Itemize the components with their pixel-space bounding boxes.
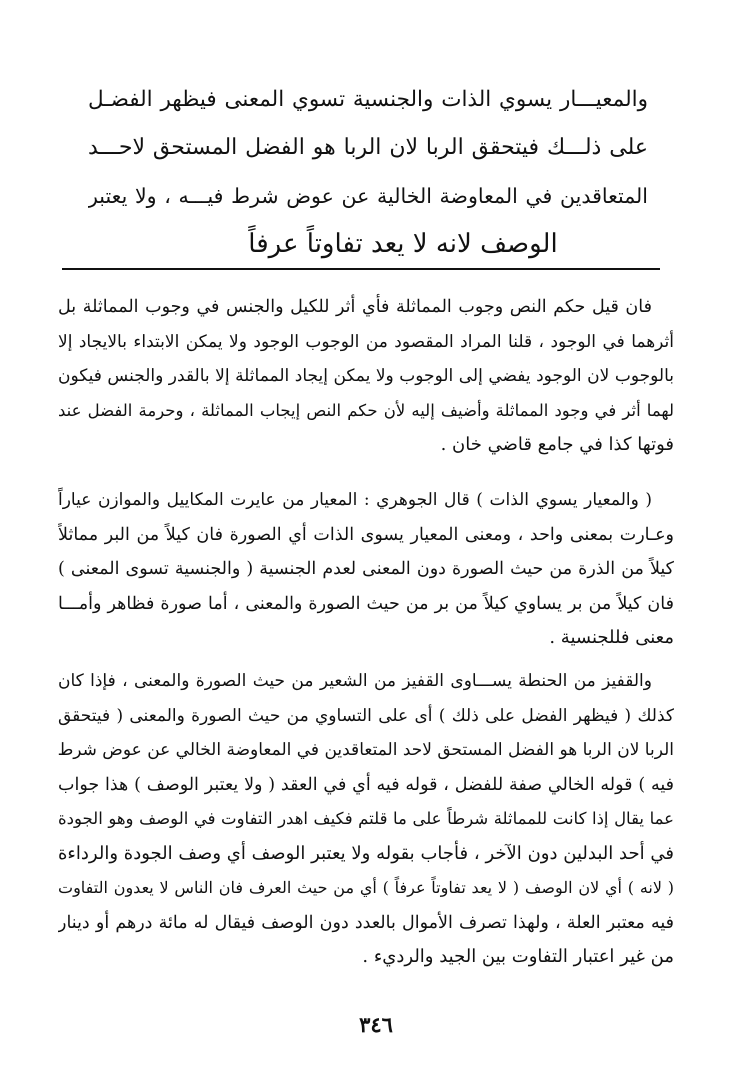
main-text-line: على ذلـــك فيتحقق الربا لان الربا هو الفضل المستحق لاحـــد <box>88 135 648 160</box>
commentary-line: لهما أثر في وجود المماثلة وأضيف إليه لأن حكم النص إيجاب المماثلة ، وحرمة الفضل عند <box>58 400 674 420</box>
commentary-line: ( والمعيار يسوي الذات ) قال الجوهري : المعيار من عايرت المكاييل والموازن عياراً <box>58 490 652 510</box>
commentary-line: كيلاً من الذرة من حيث الصورة دون المعنى لعدم الجنسية ( والجنسية تسوى المعنى ) <box>58 559 674 579</box>
main-text-line: الوصف لانه لا يعد تفاوتاً عرفاً <box>248 229 558 259</box>
main-text-line: والمعيـــار يسوي الذات والجنسية تسوي المعنى فيظهر الفضـل <box>88 87 648 112</box>
commentary-paragraph <box>58 290 674 463</box>
commentary-line: في أحد البدلين دون الآخر ، فأجاب بقوله ولا يعتبر الوصف أي وصف الجودة والرداءة <box>58 842 674 864</box>
commentary-line: فوتها كذا في جامع قاضي خان . <box>440 434 674 455</box>
commentary-line: عما يقال إذا كانت للمماثلة شرطاً على ما قلتم فكيف اهدر التفاوت في الوصف وهو الجودة <box>58 809 674 828</box>
commentary-paragraph <box>58 664 674 975</box>
commentary-line: من غير اعتبار التفاوت بين الجيد والرديء . <box>362 946 674 967</box>
commentary-paragraph <box>58 483 674 656</box>
commentary-line: فيه ) قوله الخالي صفة للفضل ، قوله فيه أي في العقد ( ولا يعتبر الوصف ) هذا جواب <box>58 774 674 795</box>
commentary-line: فيه معتبر العلة ، ولهذا تصرف الأموال بالعدد دون الوصف فيقال له مائة درهم أو دينار <box>58 912 674 933</box>
commentary-line: الربا لان الربا هو الفضل المستحق لاحد المتعاقدين في المعاوضة الخالي عن عوض شرط <box>58 740 674 760</box>
separator-rule <box>62 268 660 270</box>
main-text-line: المتعاقدين في المعاوضة الخالية عن عوض شرط فيـــه ، ولا يعتبر <box>88 184 648 208</box>
main-text-block <box>88 76 648 268</box>
commentary-line: فان قيل حكم النص وجوب المماثلة فأي أثر للكيل والجنس في وجوب المماثلة بل <box>58 297 652 317</box>
commentary-line: فان كيلاً من بر يساوي كيلاً من بر من حيث الصورة والمعنى ، أما صورة فظاهر وأمـــا <box>58 593 674 614</box>
commentary-line: ( لانه ) أي لان الوصف ( لا يعد تفاوتاً عرفاً ) أي من حيث العرف فان الناس لا يعدون التفاوت <box>58 878 674 897</box>
page-number: ٣٤٦ <box>359 1012 393 1037</box>
commentary-line: كذلك ( فيظهر الفضل على ذلك ) أى على التساوي من حيث الصورة والمعنى ( فيتحقق <box>58 705 674 726</box>
commentary-line: وعـارت بمعنى واحد ، ومعنى المعيار يسوى الذات أي الصورة فان كيلاً من البر مماثلاً <box>58 524 674 545</box>
commentary-line: والقفيز من الحنطة يســـاوى القفيز من الشعير من حيث الصورة والمعنى ، فإذا كان <box>58 671 652 691</box>
commentary-line: بالوجوب لان الوجود يفضي إلى الوجوب ولا يمكن إيجاد المماثلة إلا بالقدر والجنس فيكون <box>58 366 674 386</box>
commentary-line: أثرهما في الوجود ، قلنا المراد المقصود من الوجوب الوجود ولا يمكن الابتداء بالايجاد إلا <box>58 331 674 352</box>
commentary-line: معنى فللجنسية . <box>549 627 674 648</box>
